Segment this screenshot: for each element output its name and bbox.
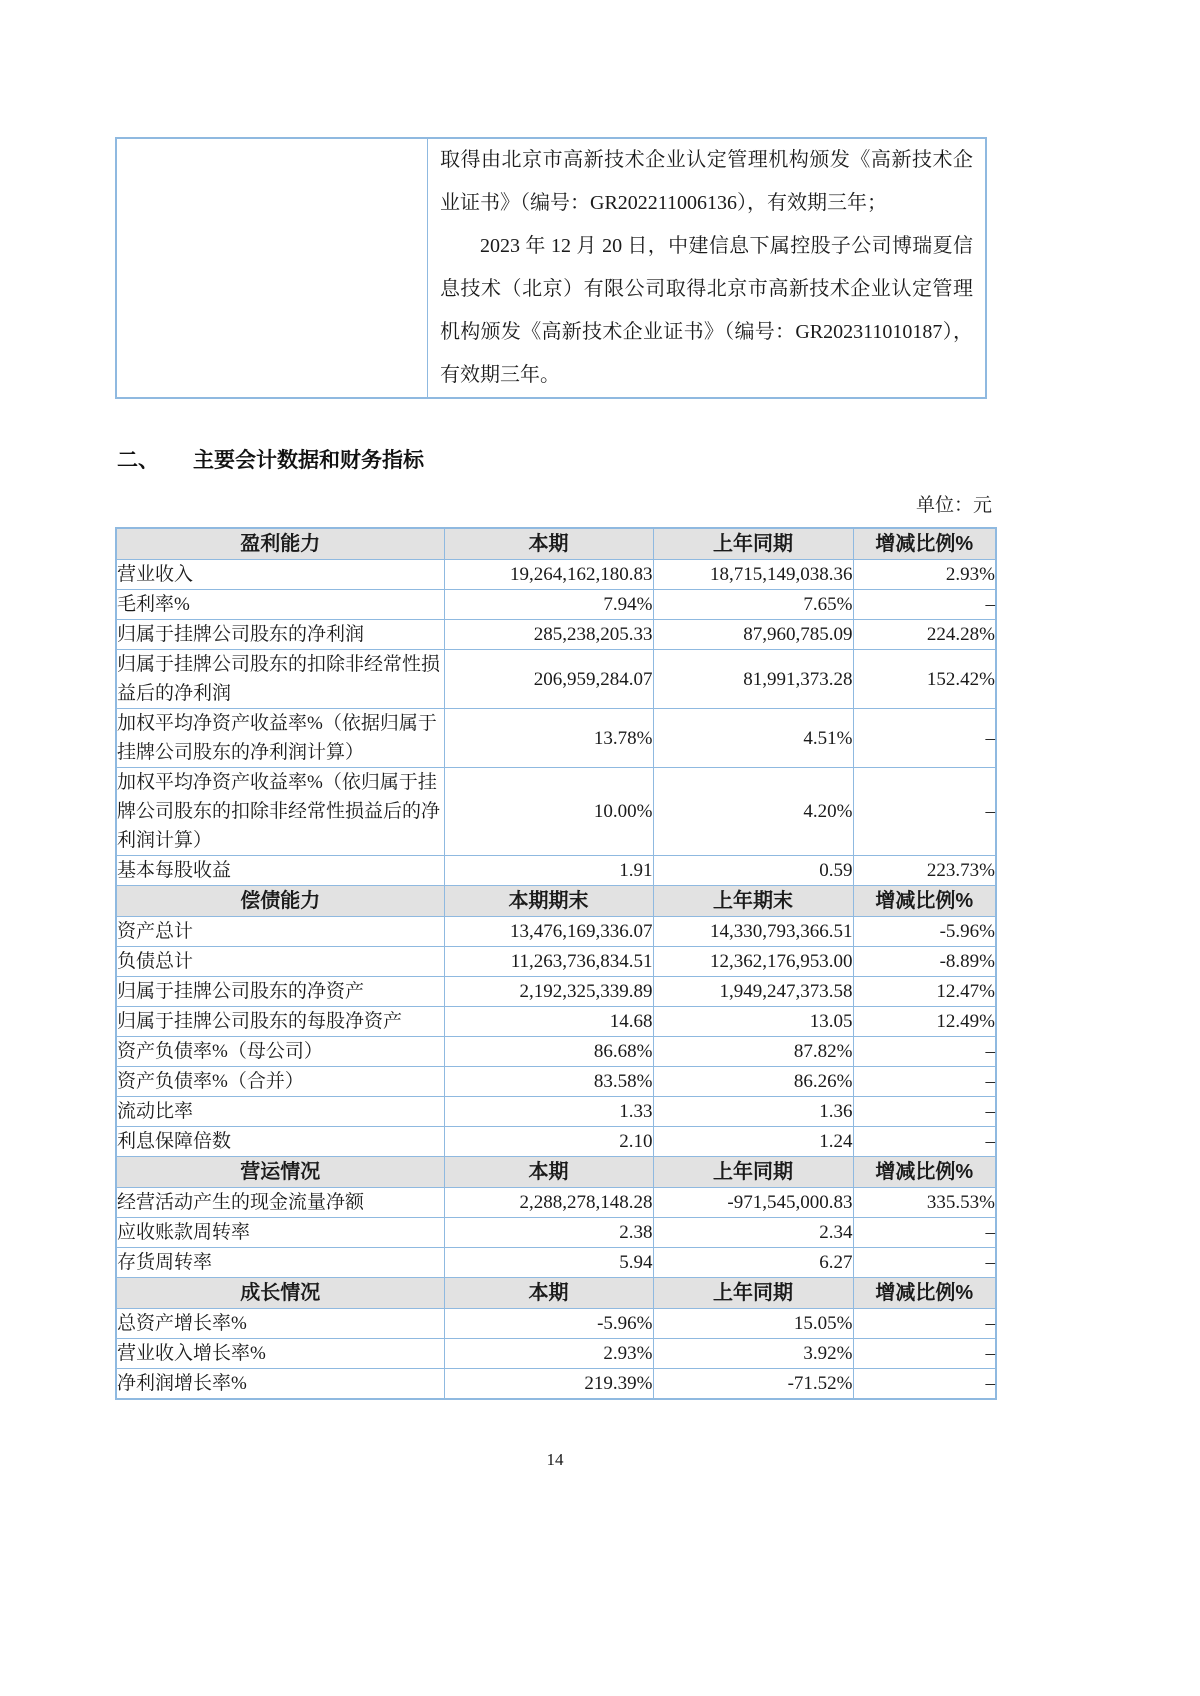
value-current: 86.68% [444,1037,653,1067]
table-row [116,768,996,856]
value-change: – [853,590,996,620]
section-number: 二、 [117,449,159,472]
col-header-current: 本期期末 [444,886,653,917]
table-row [116,650,996,709]
table-row [116,1218,996,1248]
section-header-row [116,1278,996,1309]
metric-label: 归属于挂牌公司股东的净利润 [116,620,444,650]
value-prior: 14,330,793,366.51 [653,917,853,947]
table-row [116,977,996,1007]
metric-label: 归属于挂牌公司股东的净资产 [116,977,444,1007]
value-current: 2.38 [444,1218,653,1248]
value-change: 12.49% [853,1007,996,1037]
col-header-change: 增减比例% [853,1278,996,1309]
value-prior: 1.24 [653,1127,853,1157]
value-current: 13.78% [444,709,653,768]
metric-label: 经营活动产生的现金流量净额 [116,1188,444,1218]
table-row [116,620,996,650]
col-header-change: 增减比例% [853,528,996,560]
value-current: 7.94% [444,590,653,620]
value-current: 285,238,205.33 [444,620,653,650]
metric-label: 营业收入增长率% [116,1339,444,1369]
table-row [116,1127,996,1157]
table-row [116,709,996,768]
unit-label: 单位：元 [915,495,992,516]
metric-label: 资产总计 [116,917,444,947]
value-current: 19,264,162,180.83 [444,560,653,590]
value-change: – [853,1218,996,1248]
section-title-cell: 成长情况 [116,1278,444,1309]
value-change: -8.89% [853,947,996,977]
metric-label: 负债总计 [116,947,444,977]
financial-table [115,527,997,1400]
value-change: 335.53% [853,1188,996,1218]
value-change: 12.47% [853,977,996,1007]
certificate-table [115,137,987,399]
value-change: – [853,1248,996,1278]
table-row [116,1309,996,1339]
value-change: – [853,709,996,768]
table-row [116,947,996,977]
metric-label: 应收账款周转率 [116,1218,444,1248]
col-header-change: 增减比例% [853,1157,996,1188]
metric-label: 加权平均净资产收益率%（依归属于挂牌公司股东的扣除非经常性损益后的净利润计算） [116,768,444,856]
col-header-change: 增减比例% [853,886,996,917]
financial-table-body [116,528,996,1399]
table-row [116,1007,996,1037]
value-current: 2,288,278,148.28 [444,1188,653,1218]
col-header-prior: 上年同期 [653,528,853,560]
metric-label: 加权平均净资产收益率%（依据归属于挂牌公司股东的净利润计算） [116,709,444,768]
certificate-text-cell [428,138,987,398]
section-title-cell: 营运情况 [116,1157,444,1188]
certificate-row [116,138,986,398]
value-change: 152.42% [853,650,996,709]
table-row [116,856,996,886]
value-change: -5.96% [853,917,996,947]
section-heading [117,444,424,474]
metric-label: 净利润增长率% [116,1369,444,1400]
table-row [116,560,996,590]
value-current: 83.58% [444,1067,653,1097]
table-row [116,1369,996,1400]
col-header-current: 本期 [444,1278,653,1309]
value-change: – [853,1037,996,1067]
value-prior: 3.92% [653,1339,853,1369]
table-row [116,1067,996,1097]
value-prior: 18,715,149,038.36 [653,560,853,590]
value-change: – [853,1127,996,1157]
value-prior: 12,362,176,953.00 [653,947,853,977]
section-title: 主要会计数据和财务指标 [193,449,424,472]
value-prior: -71.52% [653,1369,853,1400]
value-prior: 4.51% [653,709,853,768]
metric-label: 存货周转率 [116,1248,444,1278]
table-row [116,590,996,620]
metric-label: 营业收入 [116,560,444,590]
value-prior: 86.26% [653,1067,853,1097]
value-change: – [853,1067,996,1097]
section-title-cell: 盈利能力 [116,528,444,560]
value-prior: 1.36 [653,1097,853,1127]
table-row [116,1248,996,1278]
value-prior: 2.34 [653,1218,853,1248]
value-prior: 6.27 [653,1248,853,1278]
table-row [116,1037,996,1067]
value-current: 2.93% [444,1339,653,1369]
value-current: 10.00% [444,768,653,856]
certificate-paragraph-2: 2023 年 12 月 20 日，中建信息下属控股子公司博瑞夏信息技术（北京）有限公司取得北京市高新技术企业认定管理机构颁发《高新技术企业证书》（编号：GR202311010187），有效期三年。 [440,235,973,386]
table-row [116,1339,996,1369]
value-change: – [853,1309,996,1339]
table-row [116,917,996,947]
value-change: – [853,1097,996,1127]
value-current: 5.94 [444,1248,653,1278]
value-current: 2.10 [444,1127,653,1157]
metric-label: 利息保障倍数 [116,1127,444,1157]
value-current: 206,959,284.07 [444,650,653,709]
metric-label: 归属于挂牌公司股东的扣除非经常性损益后的净利润 [116,650,444,709]
value-current: -5.96% [444,1309,653,1339]
metric-label: 流动比率 [116,1097,444,1127]
col-header-prior: 上年同期 [653,1278,853,1309]
value-current: 219.39% [444,1369,653,1400]
value-prior: 7.65% [653,590,853,620]
value-change: – [853,1339,996,1369]
section-header-row [116,1157,996,1188]
section-header-row [116,886,996,917]
metric-label: 总资产增长率% [116,1309,444,1339]
value-prior: 87.82% [653,1037,853,1067]
table-row [116,1097,996,1127]
value-current: 11,263,736,834.51 [444,947,653,977]
section-header-row [116,528,996,560]
metric-label: 归属于挂牌公司股东的每股净资产 [116,1007,444,1037]
value-prior: 1,949,247,373.58 [653,977,853,1007]
value-change: – [853,768,996,856]
value-current: 1.91 [444,856,653,886]
metric-label: 毛利率% [116,590,444,620]
value-prior: 4.20% [653,768,853,856]
value-prior: 87,960,785.09 [653,620,853,650]
value-current: 13,476,169,336.07 [444,917,653,947]
section-title-cell: 偿债能力 [116,886,444,917]
metric-label: 基本每股收益 [116,856,444,886]
value-change: 224.28% [853,620,996,650]
col-header-current: 本期 [444,528,653,560]
value-prior: 0.59 [653,856,853,886]
value-prior: 13.05 [653,1007,853,1037]
value-current: 1.33 [444,1097,653,1127]
value-prior: 81,991,373.28 [653,650,853,709]
value-prior: 15.05% [653,1309,853,1339]
metric-label: 资产负债率%（母公司） [116,1037,444,1067]
value-change: 223.73% [853,856,996,886]
value-current: 14.68 [444,1007,653,1037]
col-header-prior: 上年同期 [653,1157,853,1188]
col-header-current: 本期 [444,1157,653,1188]
value-prior: -971,545,000.83 [653,1188,853,1218]
table-row [116,1188,996,1218]
value-current: 2,192,325,339.89 [444,977,653,1007]
metric-label: 资产负债率%（合并） [116,1067,444,1097]
certificate-paragraph-1: 取得由北京市高新技术企业认定管理机构颁发《高新技术企业证书》（编号：GR202211006136），有效期三年； [440,149,973,214]
page-number: 14 [546,1450,564,1469]
col-header-prior: 上年期末 [653,886,853,917]
value-change: 2.93% [853,560,996,590]
value-change: – [853,1369,996,1400]
certificate-left-cell [116,138,428,398]
